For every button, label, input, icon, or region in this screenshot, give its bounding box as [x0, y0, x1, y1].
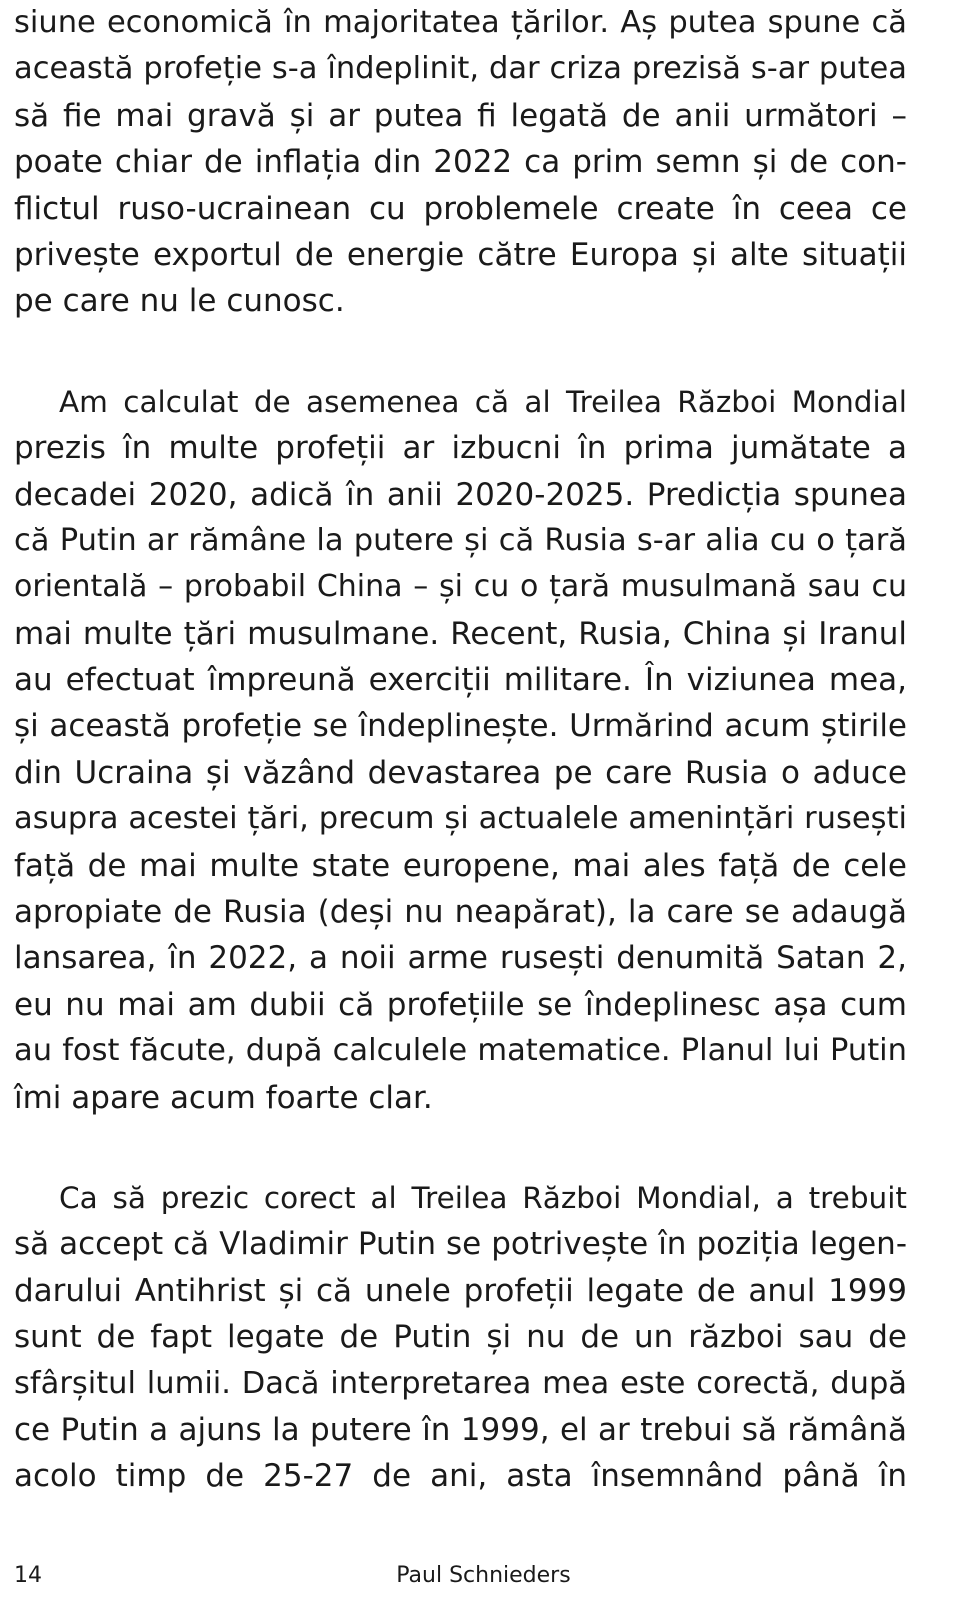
text-line: asupra acestei țări, precum și actualele amenințări rusești [14, 801, 907, 837]
running-footer-author: Paul Schnieders [396, 1563, 571, 1588]
page-footer [0, 1561, 967, 1591]
text-line: darului Antihrist și că unele profeții legate de anul 1999 [14, 1272, 907, 1309]
text-line: să accept că Vladimir Putin se potrivește în poziția legen- [14, 1226, 907, 1263]
paragraph-gap [14, 1121, 907, 1175]
text-line: îmi apare acum foarte clar. [14, 1079, 433, 1116]
text-line: că Putin ar rămâne la putere și că Rusia s-ar alia cu o țară [14, 522, 907, 558]
text-line: Am calculat de asemenea că al Treilea Război Mondial [59, 384, 907, 419]
text-line: poate chiar de inflația din 2022 ca prim semn și de con- [14, 144, 907, 181]
text-line: au efectuat împreună exerciții militare. În viziunea mea, [14, 662, 907, 699]
text-line: sunt de fapt legate de Putin și nu de un război sau de [14, 1319, 907, 1356]
text-line: din Ucraina și văzând devastarea pe care Rusia o aduce [14, 754, 907, 791]
paragraph [14, 0, 907, 325]
text-line: decadei 2020, adică în anii 2020-2025. Predicția spunea [14, 476, 907, 513]
text-line: sfârșitul lumii. Dacă interpretarea mea este corectă, după [14, 1365, 907, 1401]
page-body [14, 0, 907, 1500]
text-line: ce Putin a ajuns la putere în 1999, el ar trebui să rămână [14, 1411, 907, 1448]
paragraph [14, 1175, 907, 1500]
text-line: prezis în multe profeții ar izbucni în prima jumătate a [14, 430, 907, 467]
text-line: această profeție s-a îndeplinit, dar criza prezisă s-ar putea [14, 51, 907, 87]
page-number: 14 [14, 1563, 42, 1588]
paragraph [14, 379, 907, 1121]
text-line: flictul ruso-ucrainean cu problemele create în ceea ce [14, 190, 907, 227]
text-line: mai multe țări musulmane. Recent, Rusia, China și Iranul [14, 615, 907, 652]
text-line: privește exportul de energie către Europa și alte situații [14, 236, 907, 273]
text-line: siune economică în majoritatea țărilor. Aș putea spune că [14, 5, 907, 40]
paragraph-gap [14, 325, 907, 379]
text-line: lansarea, în 2022, a noii arme rusești denumită Satan 2, [14, 940, 907, 977]
text-line: față de mai multe state europene, mai ales față de cele [14, 847, 907, 884]
text-line: pe care nu le cunosc. [14, 283, 345, 320]
text-line: acolo timp de 25-27 de ani, asta însemnând până în [14, 1458, 907, 1495]
text-line: Ca să prezic corect al Treilea Război Mondial, a trebuit [59, 1180, 907, 1215]
text-line: eu nu mai am dubii că profețiile se îndeplinesc așa cum [14, 986, 907, 1023]
text-line: orientală – probabil China – și cu o țară musulmană sau cu [14, 569, 907, 605]
text-line: să fie mai gravă și ar putea fi legată de anii următori – [14, 97, 907, 134]
text-line: apropiate de Rusia (deși nu neapărat), la care se adaugă [14, 894, 907, 931]
text-line: și această profeție se îndeplinește. Urmărind acum știrile [14, 708, 907, 745]
text-line: au fost făcute, după calculele matematice. Planul lui Putin [14, 1033, 907, 1069]
